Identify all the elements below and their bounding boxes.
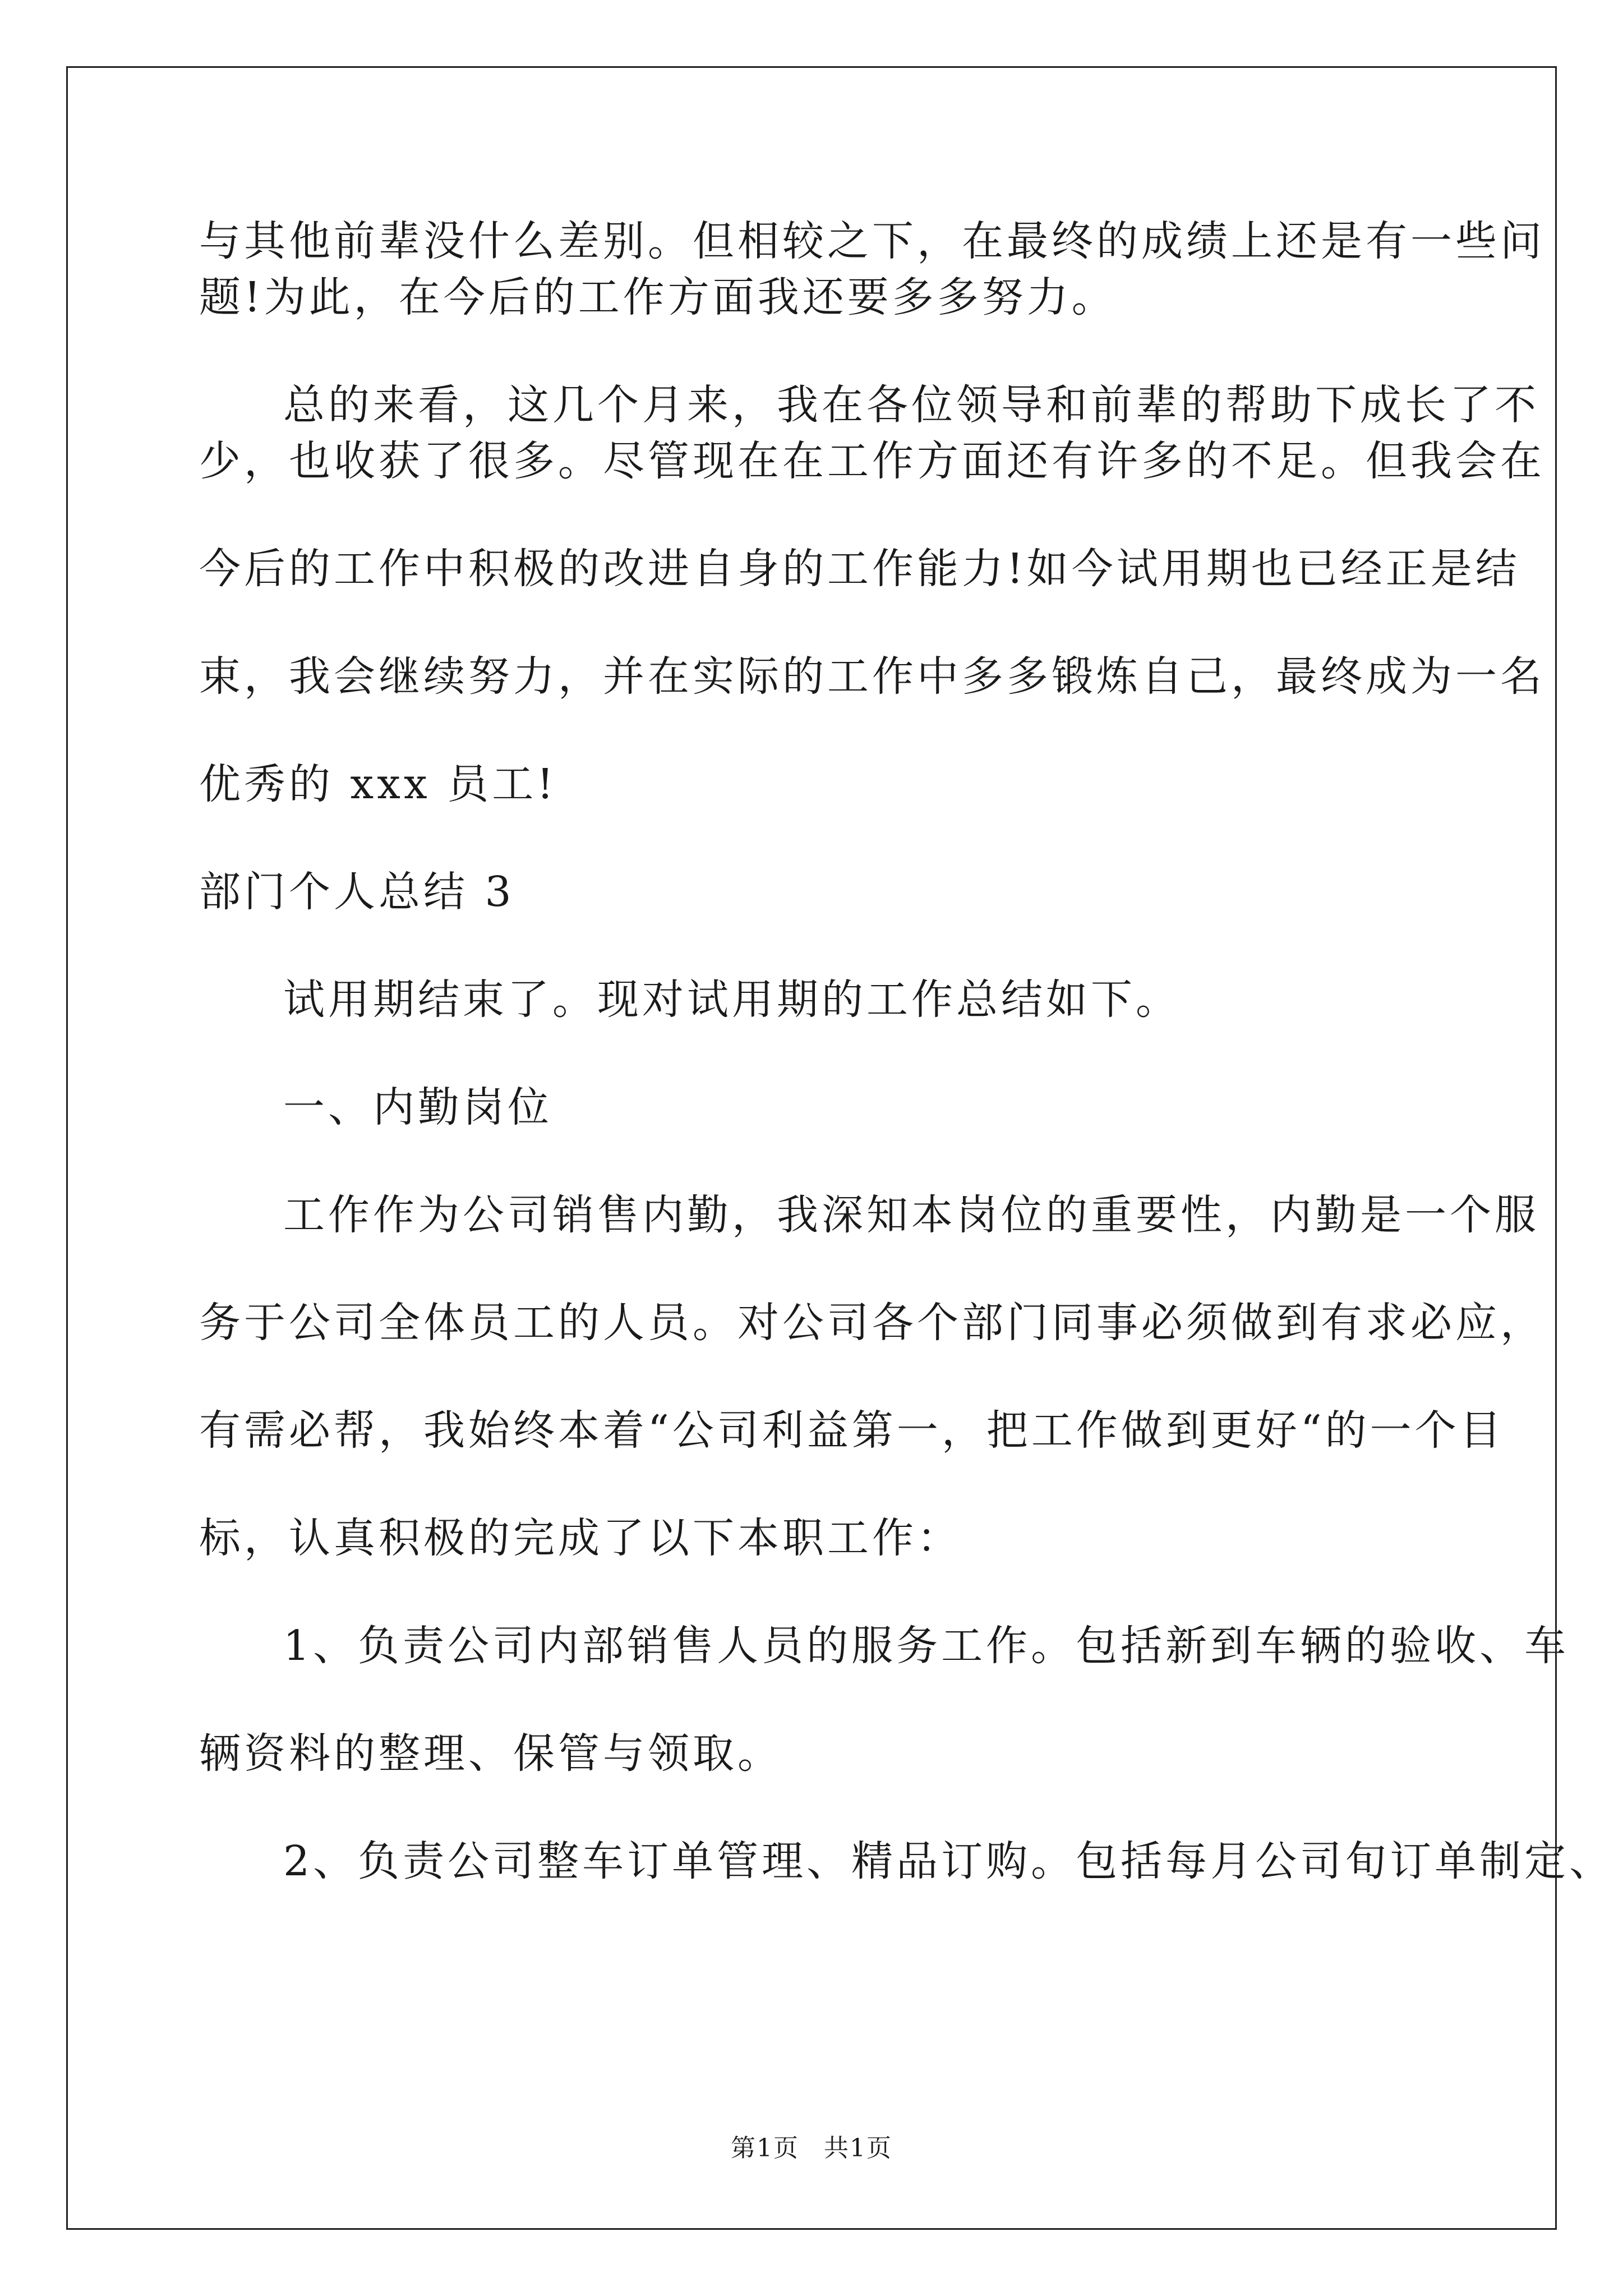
text-line: 少，也收获了很多。尽管现在在工作方面还有许多的不足。但我会在 [199, 437, 1545, 485]
text-line: 工作作为公司销售内勤，我深知本岗位的重要性，内勤是一个服 [283, 1191, 1539, 1239]
page-number: 第1页 [731, 2134, 799, 2162]
text-line: 与其他前辈没什么差别。但相较之下，在最终的成绩上还是有一些问 [199, 217, 1545, 265]
text-line: 标，认真积极的完成了以下本职工作： [199, 1514, 962, 1562]
text-line: 束，我会继续努力，并在实际的工作中多多锻炼自己，最终成为一名 [199, 652, 1545, 701]
text-line: 1、负责公司内部销售人员的服务工作。包括新到车辆的验收、车 [283, 1622, 1570, 1670]
text-line: 试用期结束了。现对试用期的工作总结如下。 [283, 976, 1181, 1024]
text-line: 务于公司全体员工的人员。对公司各个部门同事必须做到有求必应， [199, 1299, 1545, 1347]
text-line: 优秀的 xxx 员工! [199, 760, 557, 808]
section-heading: 部门个人总结 3 [199, 868, 515, 916]
text-line: 2、负责公司整车订单管理、精品订购。包括每月公司旬订单制定、 [283, 1837, 1615, 1885]
text-line: 题!为此，在今后的工作方面我还要多多努力。 [199, 273, 1117, 321]
text-line: 今后的工作中积极的改进自身的工作能力!如今试用期也已经正是结 [199, 545, 1520, 593]
document-body [199, 213, 1615, 1889]
text-line: 总的来看，这几个月来，我在各位领导和前辈的帮助下成长了不 [283, 381, 1539, 429]
subsection-heading: 一、内勤岗位 [283, 1083, 552, 1131]
page-total: 共1页 [824, 2134, 892, 2162]
text-line: 有需必帮，我始终本着“公司利益第一，把工作做到更好“的一个目 [199, 1406, 1505, 1455]
text-line: 辆资料的整理、保管与领取。 [199, 1729, 782, 1778]
page-footer [0, 2132, 1623, 2165]
